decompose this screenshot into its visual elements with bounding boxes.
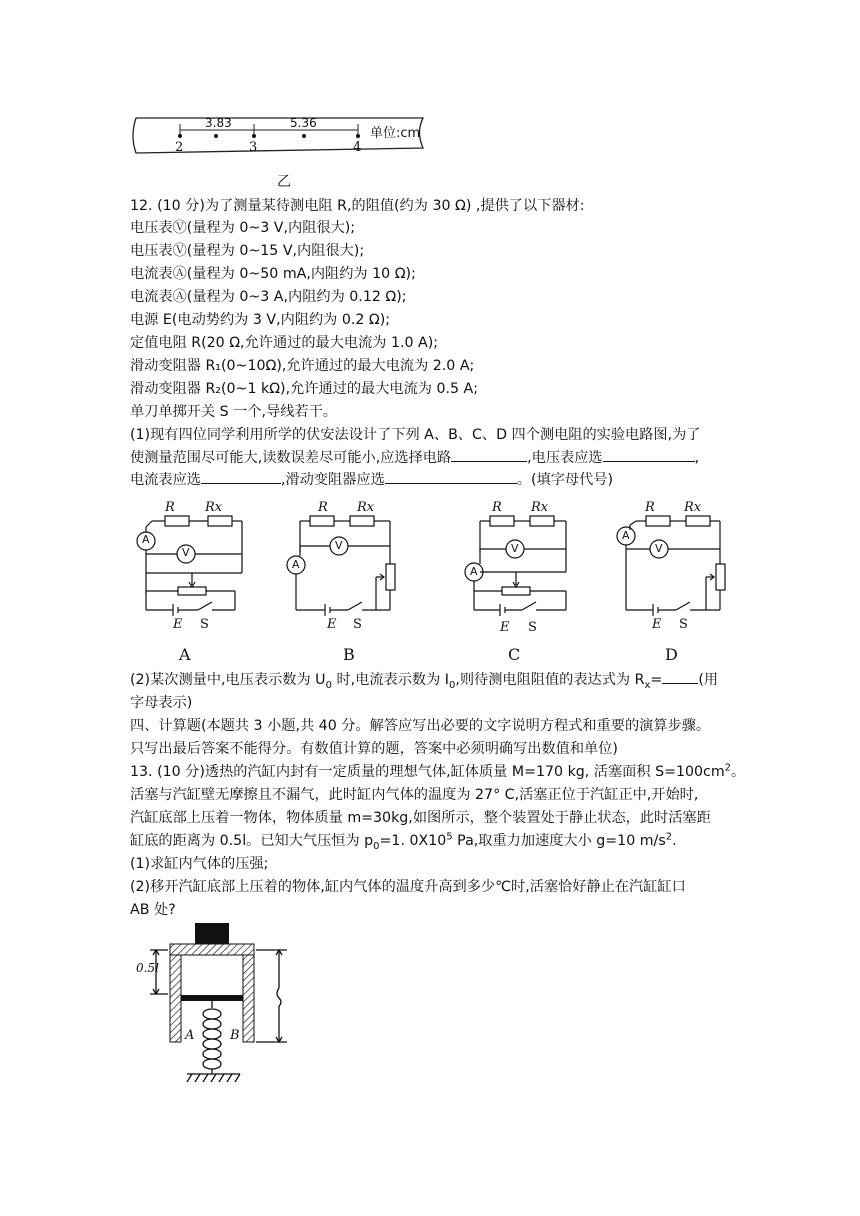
circuit-c-ammeter: A xyxy=(470,565,478,578)
circuit-diagrams xyxy=(120,492,750,672)
q12-part1-line1: (1)现有四位同学利用所学的伏安法设计了下列 A、B、C、D 四个测电阻的实验电路图,为了 xyxy=(130,427,701,443)
answer-blank-circuit[interactable] xyxy=(451,447,527,462)
section4-heading-2: 只写出最后答案不能得分。有数值计算的题，答案中必须明确写出数值和单位) xyxy=(130,741,618,757)
q12-part1-line3: 电流表应选 ,滑动变阻器应选 。(填字母代号) xyxy=(130,469,613,491)
answer-blank-rheostat[interactable] xyxy=(385,469,517,484)
circuit-b-ammeter: A xyxy=(292,558,300,571)
q13-part2-line1: (2)移开汽缸底部上压着的物体,缸内气体的温度升高到多少℃时,活塞恰好静止在汽缸缸口 xyxy=(130,879,686,895)
circuit-c-voltmeter: V xyxy=(511,542,519,555)
tape-point-4: 4 xyxy=(353,140,362,155)
q12-part2-line2: 字母表示) xyxy=(130,695,193,711)
circuit-b-voltmeter: V xyxy=(335,539,343,552)
q12-item-3: 电流表Ⓐ(量程为 0~50 mA,内阻约为 10 Ω); xyxy=(130,266,416,282)
q12-title: 12. (10 分)为了测量某待测电阻 R,的阻值(约为 30 Ω) ,提供了以下器材: xyxy=(130,198,585,214)
circuit-d-r-label: R xyxy=(645,500,655,515)
q12-part2-line1: (2)某次测量中,电压表示数为 $U_0$ 时,电流表示数为 $I_0$,则待测电阻阻值的表达式为 $R_x=$ (用 xyxy=(130,669,718,691)
q12-item-2: 电压表Ⓥ(量程为 0~15 V,内阻很大); xyxy=(130,243,365,259)
circuit-a-s-label: S xyxy=(200,617,209,632)
tape-point-2: 2 xyxy=(175,140,184,155)
tape-dist2: 5.36 xyxy=(290,116,317,130)
circuit-a xyxy=(137,516,242,616)
answer-blank-ammeter[interactable] xyxy=(201,469,281,484)
circuit-c-caption: C xyxy=(508,645,521,664)
q13-part1: (1)求缸内气体的压强; xyxy=(130,856,269,872)
q13-line1: 13. (10 分)透热的汽缸内封有一定质量的理想气体,缸体质量 M=170 kg, 活塞面积 $S=100cm^2$。 xyxy=(130,762,746,780)
circuit-a-voltmeter: V xyxy=(182,546,190,559)
circuit-d-ammeter: A xyxy=(622,529,630,542)
circuit-a-ammeter: A xyxy=(142,533,150,546)
circuit-c-rx-label: Rx xyxy=(531,500,549,515)
answer-blank-voltmeter[interactable] xyxy=(603,447,695,462)
q12-item-7: 滑动变阻器 R₁(0~10Ω),允许通过的最大电流为 2.0 A; xyxy=(130,358,475,374)
circuit-d-rx-label: Rx xyxy=(684,500,702,515)
tape-dist1: 3.83 xyxy=(205,116,232,130)
cylinder-point-b: B xyxy=(230,1028,240,1043)
circuit-c-r-label: R xyxy=(492,500,502,515)
circuit-d xyxy=(617,516,725,616)
circuit-c xyxy=(465,516,566,616)
circuit-c-s-label: S xyxy=(528,620,537,635)
q12-item-6: 定值电阻 R(20 Ω,允许通过的最大电流为 1.0 A); xyxy=(130,335,439,351)
q12-item-9: 单刀单掷开关 S 一个,导线若干。 xyxy=(130,404,337,420)
q12-item-1: 电压表Ⓥ(量程为 0~3 V,内阻很大); xyxy=(130,220,356,236)
cylinder-half-label: 0.5l xyxy=(136,961,159,975)
circuit-b-caption: B xyxy=(343,645,355,664)
circuit-b xyxy=(287,516,395,616)
tape-unit: 单位:cm xyxy=(370,126,421,141)
circuit-a-e-label: E xyxy=(173,617,183,632)
q12-part1-line2: 使测量范围尽可能大,读数误差尽可能小,应选择电路 ,电压表应选 , xyxy=(130,447,699,469)
circuit-d-caption: D xyxy=(665,645,678,664)
q12-item-8: 滑动变阻器 R₂(0~1 kΩ),允许通过的最大电流为 0.5 A; xyxy=(130,381,479,397)
circuit-a-caption: A xyxy=(179,645,191,664)
circuit-b-e-label: E xyxy=(327,617,337,632)
circuit-c-e-label: E xyxy=(500,620,510,635)
circuit-d-s-label: S xyxy=(679,617,688,632)
cylinder-point-a: A xyxy=(185,1028,195,1043)
q12-item-4: 电流表Ⓐ(量程为 0~3 A,内阻约为 0.12 Ω); xyxy=(130,289,407,305)
circuit-a-rx-label: Rx xyxy=(205,500,223,515)
answer-blank-expression[interactable] xyxy=(662,669,698,684)
circuit-d-voltmeter: V xyxy=(655,542,663,555)
tape-point-3: 3 xyxy=(249,140,258,155)
tape-caption: 乙 xyxy=(277,174,291,190)
cylinder-figure xyxy=(132,922,302,1087)
circuit-a-r-label: R xyxy=(165,500,175,515)
q12-item-5: 电源 E(电动势约为 3 V,内阻约为 0.2 Ω); xyxy=(130,312,391,328)
circuit-b-r-label: R xyxy=(318,500,328,515)
circuit-b-s-label: S xyxy=(353,617,362,632)
q13-line3: 汽缸底部上压着一物体，物体质量 m=30kg,如图所示，整个装置处于静止状态，此时活塞距 xyxy=(130,810,711,826)
q13-line2: 活塞与汽缸壁无摩擦且不漏气，此时缸内气体的温度为 27° C,活塞正位于汽缸正中,开始时, xyxy=(130,787,699,803)
q13-line4: 缸底的距离为 0.5l。已知大气压恒为 $p_0=1$. $0X10^5$ Pa,取重力加速度大小 g=10 $m/s^2$. xyxy=(130,831,677,852)
q13-part2-line2: AB 处? xyxy=(130,902,176,918)
circuit-b-rx-label: Rx xyxy=(357,500,375,515)
circuit-d-e-label: E xyxy=(652,617,662,632)
section4-heading-1: 四、计算题(本题共 3 小题,共 40 分。解答应写出必要的文字说明方程式和重要的演算步骤。 xyxy=(130,718,711,734)
